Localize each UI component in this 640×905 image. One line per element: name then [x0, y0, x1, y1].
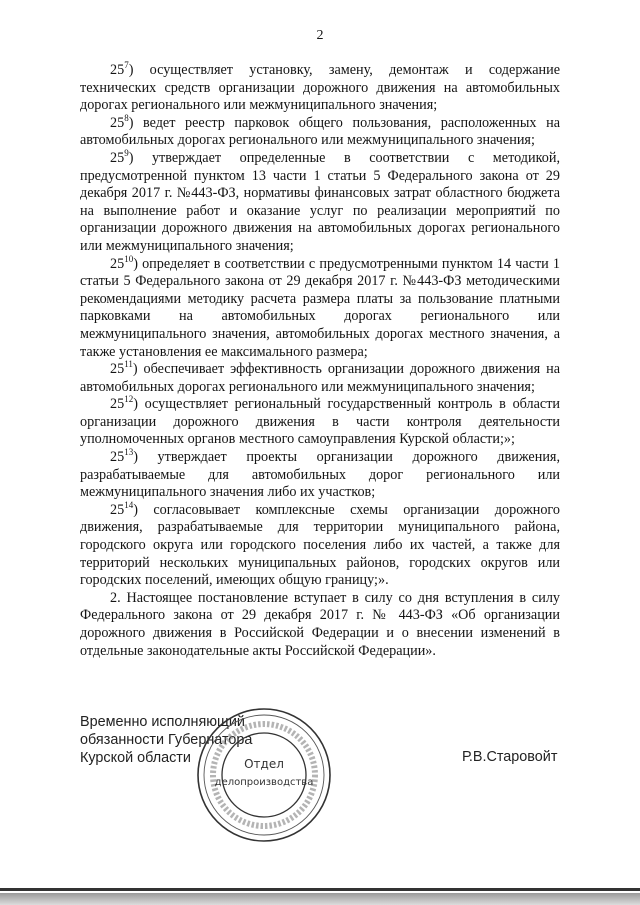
scan-edge-line — [0, 888, 640, 891]
stamp-label: делопроизводства — [214, 777, 314, 788]
signatory-name: Р.В.Старовойт — [462, 749, 558, 765]
paragraph-25-12: $25^{12}$) осуществляет региональный государственный контроль в области организации дорожного движения в части контроля деятельности уполномоченных органов местного самоуправления Курской области;»; — [80, 394, 560, 448]
paragraph-25-11: $25^{11}$) обеспечивает эффективность организации дорожного движения на автомобильных дорогах регионального или межмуниципального значения; — [80, 359, 560, 395]
signatory-position-line: Курской области — [80, 750, 191, 766]
paragraph-25-7: $25^7$) осуществляет установку, замену, демонтаж и содержание технических средств организации дорожного движения на автомобильных дорогах регионального или межмуниципального значения; — [80, 60, 560, 114]
paragraph-25-13: $25^{13}$) утверждает проекты организации дорожного движения, разрабатываемые для автомобильных дорог регионального или межмуниципального значения либо их участков; — [80, 447, 560, 501]
signatory-position-line: обязанности Губернатора — [80, 732, 253, 748]
paragraph-25-10: $25^{10}$) определяет в соответствии с предусмотренными пунктом 14 части 1 статьи 5 Федерального закона от 29 декабря 2017 г. №443-ФЗ методическими рекомендациями методику расчета размера платы за пользование платными парковками на автомобильных дорогах регионального или межмуниципального значения, автомобильных дорогах местного значения, а также установления ее максимального размера; — [80, 253, 560, 360]
official-stamp — [194, 705, 334, 845]
document-body — [80, 62, 560, 660]
stamp-label: Отдел — [244, 757, 284, 771]
paragraph-25-14: $25^{14}$) согласовывает комплексные схемы организации дорожного движения, разрабатываемые для территории муниципального района, городского округа или городского поселения либо их частей, а также для территорий нескольких муниципальных районов, городских округов или городских поселений, имеющих общую границу;». — [80, 499, 560, 589]
scan-edge — [0, 893, 640, 905]
closing-paragraph: 2. Настоящее постановление вступает в силу со дня вступления в силу Федерального закона от 29 декабря 2017 г. № 443-ФЗ «Об организации дорожного движения в Российской Федерации и о внесении изменений в отдельные законодательные акты Российской Федерации». — [80, 589, 560, 659]
signatory-position-line: Временно исполняющий — [80, 714, 245, 730]
paragraph-25-9: $25^9$) утверждает определенные в соответствии с методикой, предусмотренной пунктом 13 части 1 статьи 5 Федерального закона от 29 декабря 2017 г. №443-ФЗ, нормативы финансовых затрат областного бюджета на выполнение работ и оказание услуг по реализации мероприятий по организации дорожного движения на автомобильных дорогах регионального или межмуниципального значения; — [80, 147, 560, 254]
page-number: 2 — [316, 28, 324, 43]
paragraph-25-8: $25^8$) ведет реестр парковок общего пользования, расположенных на автомобильных дорогах регионального или межмуниципального значения; — [80, 112, 560, 149]
